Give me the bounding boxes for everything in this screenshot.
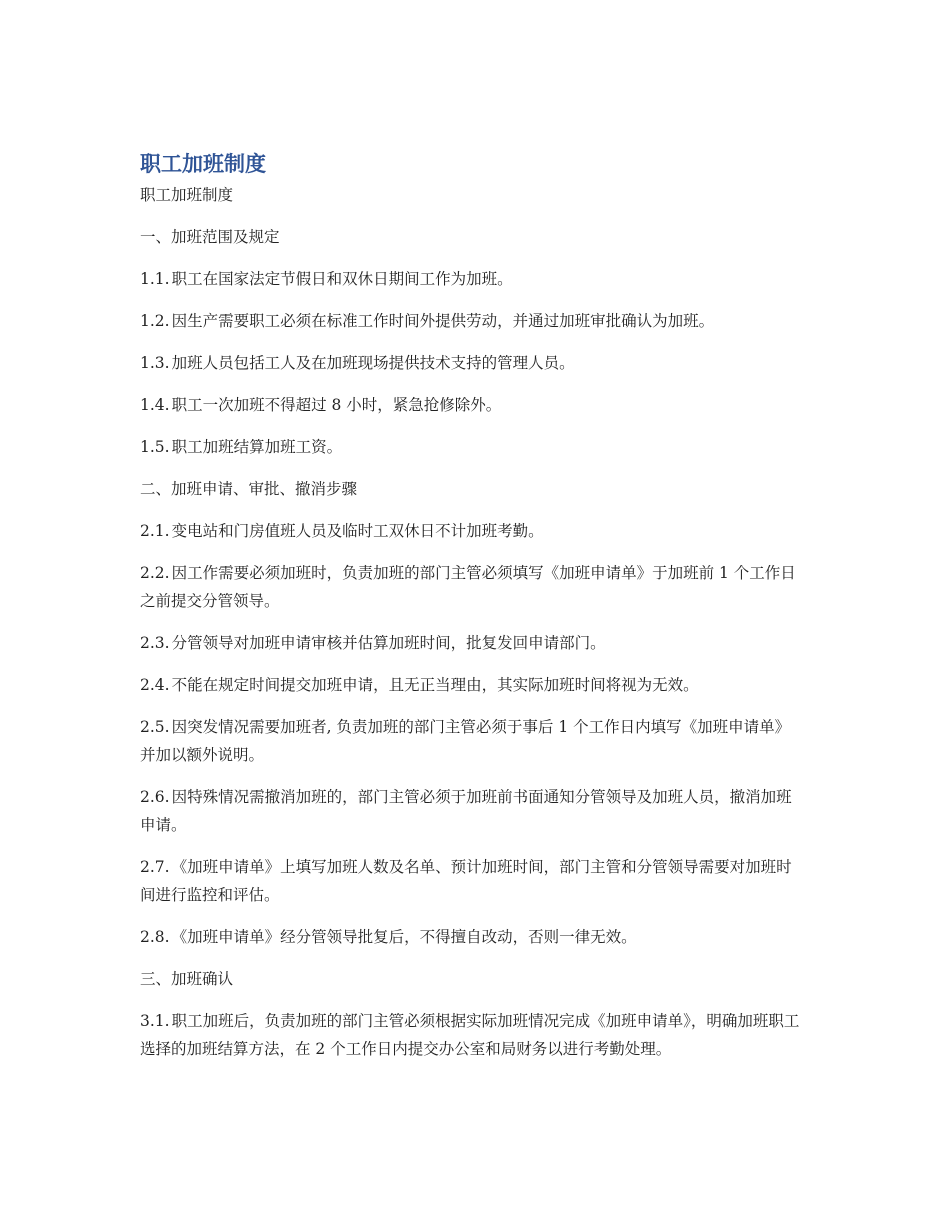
section-heading-3: 三、加班确认: [140, 970, 234, 988]
clause-text: 分管领导对加班申请审核并估算加班时间，批复发回申请部门。: [171, 634, 606, 652]
clause-text: 不能在规定时间提交加班申请，且无正当理由，其实际加班时间将视为无效。: [171, 676, 699, 694]
clause-2-8: [140, 923, 805, 951]
clause-2-4: [140, 671, 805, 699]
clause-text: 职工在国家法定节假日和双休日期间工作为加班。: [171, 270, 513, 288]
clause-2-2: [140, 559, 805, 615]
clause-number: 1.1.: [140, 270, 170, 288]
clause-text: 加班人员包括工人及在加班现场提供技术支持的管理人员。: [171, 354, 575, 372]
clause-number: 2.1.: [140, 522, 170, 540]
clause-number: 2.5.: [140, 718, 170, 736]
clause-1-2: [140, 307, 805, 335]
clause-text: 职工加班后，负责加班的部门主管必须根据实际加班情况完成《加班申请单》，明确加班职工选择的加班结算方法，在 2 个工作日内提交办公室和局财务以进行考勤处理。: [140, 1012, 800, 1058]
clause-1-5: [140, 433, 805, 461]
clause-number: 1.5.: [140, 438, 170, 456]
clause-text: 因生产需要职工必须在标准工作时间外提供劳动，并通过加班审批确认为加班。: [171, 312, 715, 330]
clause-text: 《加班申请单》经分管领导批复后，不得擅自改动，否则一律无效。: [171, 928, 637, 946]
clause-text: 职工一次加班不得超过 8 小时，紧急抢修除外。: [171, 396, 502, 414]
clause-2-6: [140, 783, 805, 839]
clause-number: 2.6.: [140, 788, 170, 806]
clause-number: 2.2.: [140, 564, 170, 582]
clause-number: 2.7.: [140, 858, 170, 876]
clause-1-4: [140, 391, 805, 419]
clause-text: 因特殊情况需撤消加班的，部门主管必须于加班前书面通知分管领导及加班人员，撤消加班申请。: [140, 788, 792, 834]
document-title: 职工加班制度: [140, 152, 266, 176]
clause-number: 2.3.: [140, 634, 170, 652]
clause-number: 3.1.: [140, 1012, 170, 1030]
clause-3-1: [140, 1007, 805, 1063]
clause-text: 因工作需要必须加班时，负责加班的部门主管必须填写《加班申请单》于加班前 1 个工作日之前提交分管领导。: [140, 564, 796, 610]
clause-1-3: [140, 349, 805, 377]
clause-text: 变电站和门房值班人员及临时工双休日不计加班考勤。: [171, 522, 544, 540]
clause-number: 1.4.: [140, 396, 170, 414]
clause-2-1: [140, 517, 805, 545]
clause-2-7: [140, 853, 805, 909]
clause-2-5: [140, 713, 805, 769]
document-page: [140, 150, 805, 1063]
clause-number: 1.2.: [140, 312, 170, 330]
clause-text: 职工加班结算加班工资。: [171, 438, 343, 456]
clause-text: 《加班申请单》上填写加班人数及名单、预计加班时间，部门主管和分管领导需要对加班时间进行监控和评估。: [140, 858, 792, 904]
clause-1-1: [140, 265, 805, 293]
clause-number: 2.4.: [140, 676, 170, 694]
clause-text: 因突发情况需要加班者, 负责加班的部门主管必须于事后 1 个工作日内填写《加班申请单》并加以额外说明。: [140, 718, 791, 764]
section-heading-2: 二、加班申请、审批、撤消步骤: [140, 480, 358, 498]
clause-number: 1.3.: [140, 354, 170, 372]
document-subtitle: 职工加班制度: [140, 186, 234, 204]
clause-2-3: [140, 629, 805, 657]
section-heading-1: 一、加班范围及规定: [140, 228, 280, 246]
clause-number: 2.8.: [140, 928, 170, 946]
